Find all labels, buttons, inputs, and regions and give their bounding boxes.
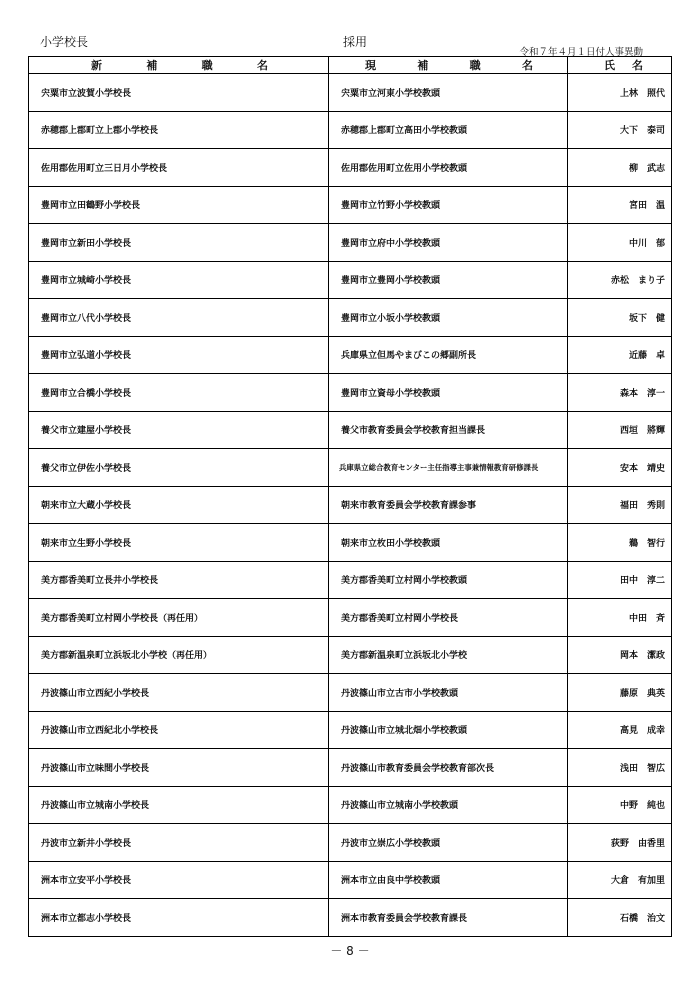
new-position-cell: 美方郡香美町立長井小学校長 [29, 561, 329, 599]
header-char: 補 [417, 59, 431, 72]
new-position-cell: 赤穂郡上郡町立上郡小学校長 [29, 111, 329, 149]
new-position-cell: 朝来市立生野小学校長 [29, 524, 329, 562]
header-char: 名 [256, 59, 270, 72]
new-position-cell: 洲本市立都志小学校長 [29, 899, 329, 937]
new-position-cell: 美方郡香美町立村岡小学校長（再任用） [29, 599, 329, 637]
table-row [29, 149, 672, 187]
table-row [29, 449, 672, 487]
table-row [29, 224, 672, 262]
new-position-cell: 丹波市立新井小学校長 [29, 824, 329, 862]
table-row [29, 411, 672, 449]
name-cell: 宮田 温 [568, 186, 672, 224]
new-position-cell: 豊岡市立新田小学校長 [29, 224, 329, 262]
current-position-cell: 美方郡香美町立村岡小学校教頭 [329, 561, 568, 599]
header-current-position [329, 57, 568, 74]
new-position-cell: 豊岡市立弘道小学校長 [29, 336, 329, 374]
current-position-cell: 養父市教育委員会学校教育担当課長 [329, 411, 568, 449]
name-cell: 安本 靖史 [568, 449, 672, 487]
name-cell: 坂下 健 [568, 299, 672, 337]
table-row [29, 374, 672, 412]
table-row [29, 74, 672, 112]
table-row [29, 486, 672, 524]
effective-date: 令和７年４月１日付人事異動 [519, 47, 643, 58]
new-position-cell: 養父市立建屋小学校長 [29, 411, 329, 449]
new-position-cell: 豊岡市立城崎小学校長 [29, 261, 329, 299]
name-cell: 中野 純也 [568, 786, 672, 824]
current-position-cell: 宍粟市立河東小学校教頭 [329, 74, 568, 112]
table-row [29, 299, 672, 337]
name-cell: 中川 郁 [568, 224, 672, 262]
current-position-cell: 丹波篠山市立城南小学校教頭 [329, 786, 568, 824]
new-position-cell: 美方郡新温泉町立浜坂北小学校（再任用） [29, 636, 329, 674]
name-cell: 赤松 まり子 [568, 261, 672, 299]
table-row [29, 861, 672, 899]
current-position-cell: 豊岡市立資母小学校教頭 [329, 374, 568, 412]
current-position-cell: 朝来市教育委員会学校教育課参事 [329, 486, 568, 524]
name-cell: 石橋 治文 [568, 899, 672, 937]
current-position-cell: 丹波篠山市教育委員会学校教育部次長 [329, 749, 568, 787]
new-position-cell: 丹波篠山市立城南小学校長 [29, 786, 329, 824]
new-position-cell: 洲本市立安平小学校長 [29, 861, 329, 899]
name-cell: 森本 淳一 [568, 374, 672, 412]
table-row [29, 524, 672, 562]
table-row [29, 674, 672, 712]
name-cell: 近藤 卓 [568, 336, 672, 374]
name-cell: 大下 泰司 [568, 111, 672, 149]
table-row [29, 899, 672, 937]
table-row [29, 336, 672, 374]
table-row [29, 636, 672, 674]
current-position-cell: 佐用郡佐用町立佐用小学校教頭 [329, 149, 568, 187]
name-cell: 岡本 潔政 [568, 636, 672, 674]
new-position-cell: 豊岡市立八代小学校長 [29, 299, 329, 337]
new-position-cell: 豊岡市立田鶴野小学校長 [29, 186, 329, 224]
header-char: 職 [201, 59, 215, 72]
name-cell: 中田 斉 [568, 599, 672, 637]
current-position-cell: 丹波篠山市立城北畑小学校教頭 [329, 711, 568, 749]
table-row [29, 786, 672, 824]
table-header-row [29, 57, 672, 74]
header-char: 名 [521, 59, 535, 72]
current-position-cell: 豊岡市立豊岡小学校教頭 [329, 261, 568, 299]
table-row [29, 599, 672, 637]
header-char: 職 [469, 59, 483, 72]
action-label: 採用 [343, 35, 368, 49]
header-new-position [29, 57, 329, 74]
current-position-cell: 美方郡香美町立村岡小学校長 [329, 599, 568, 637]
header-name [568, 57, 672, 74]
name-cell: 浅田 智広 [568, 749, 672, 787]
new-position-cell: 宍粟市立波賀小学校長 [29, 74, 329, 112]
name-cell: 藤原 典英 [568, 674, 672, 712]
table-row [29, 749, 672, 787]
current-position-cell: 洲本市立由良中学校教頭 [329, 861, 568, 899]
current-position-cell: 洲本市教育委員会学校教育課長 [329, 899, 568, 937]
name-cell: 上林 照代 [568, 74, 672, 112]
name-cell: 柳 武志 [568, 149, 672, 187]
current-position-cell: 豊岡市立府中小学校教頭 [329, 224, 568, 262]
current-position-cell: 朝来市立枚田小学校教頭 [329, 524, 568, 562]
current-position-cell: 赤穂郡上郡町立高田小学校教頭 [329, 111, 568, 149]
current-position-cell: 豊岡市立小坂小学校教頭 [329, 299, 568, 337]
name-cell: 高見 成幸 [568, 711, 672, 749]
name-cell: 田中 淳二 [568, 561, 672, 599]
header-char: 現 [365, 59, 378, 72]
new-position-cell: 丹波篠山市立西紀小学校長 [29, 674, 329, 712]
current-position-cell: 兵庫県立総合教育センター主任指導主事兼情報教育研修課長 [329, 449, 568, 487]
name-cell: 西垣 將輝 [568, 411, 672, 449]
table-row [29, 261, 672, 299]
new-position-cell: 丹波篠山市立味間小学校長 [29, 749, 329, 787]
table-row [29, 561, 672, 599]
name-cell: 福田 秀則 [568, 486, 672, 524]
table-row [29, 186, 672, 224]
personnel-table [28, 56, 672, 937]
header-char: 新 [91, 59, 104, 72]
new-position-cell: 丹波篠山市立西紀北小学校長 [29, 711, 329, 749]
new-position-cell: 豊岡市立合橋小学校長 [29, 374, 329, 412]
header-char: 氏 [604, 59, 617, 72]
new-position-cell: 朝来市立大蔵小学校長 [29, 486, 329, 524]
current-position-cell: 丹波篠山市立古市小学校教頭 [329, 674, 568, 712]
header-char: 名 [632, 59, 645, 72]
new-position-cell: 養父市立伊佐小学校長 [29, 449, 329, 487]
page-number: － 8 － [330, 944, 370, 958]
current-position-cell: 豊岡市立竹野小学校教頭 [329, 186, 568, 224]
name-cell: 大倉 有加里 [568, 861, 672, 899]
name-cell: 荻野 由香里 [568, 824, 672, 862]
table-row [29, 711, 672, 749]
new-position-cell: 佐用郡佐用町立三日月小学校長 [29, 149, 329, 187]
name-cell: 鵜 智行 [568, 524, 672, 562]
category-label: 小学校長 [40, 35, 89, 49]
current-position-cell: 丹波市立崇広小学校教頭 [329, 824, 568, 862]
current-position-cell: 兵庫県立但馬やまびこの郷副所長 [329, 336, 568, 374]
table-row [29, 111, 672, 149]
table-row [29, 824, 672, 862]
current-position-cell: 美方郡新温泉町立浜坂北小学校 [329, 636, 568, 674]
header-char: 補 [146, 59, 160, 72]
